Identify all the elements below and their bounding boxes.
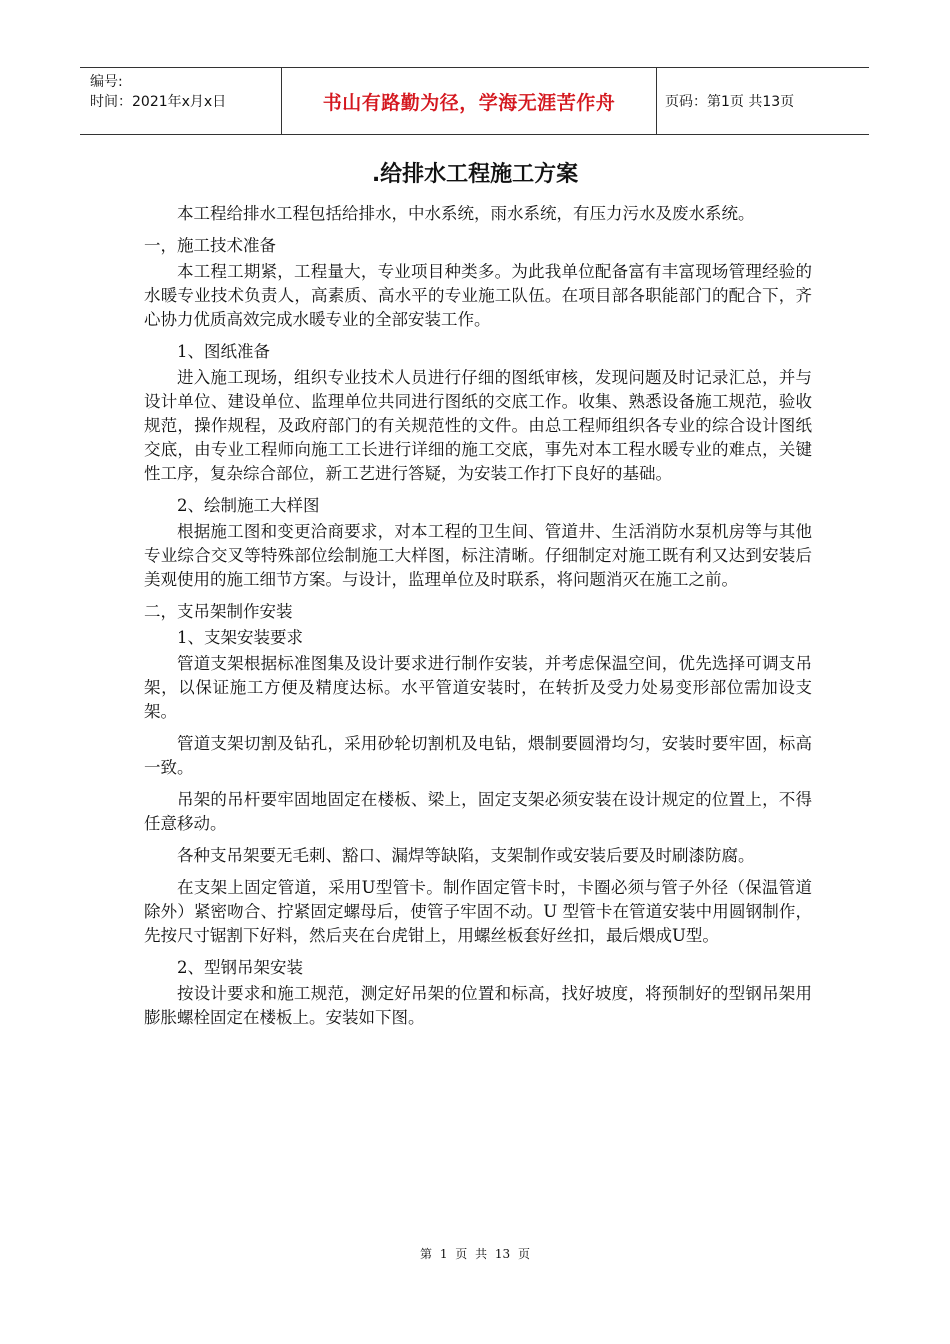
- body-paragraph: 管道支架切割及钻孔，采用砂轮切割机及电钻，煨制要圆滑均匀，安装时要牢固，标高一致。: [144, 734, 812, 777]
- page-footer: 第 1 页 共 13 页: [420, 1247, 530, 1261]
- subsection-heading-drawings: 1、图纸准备: [177, 342, 270, 361]
- header-motto: 书山有路勤为径，学海无涯苦作舟: [282, 68, 657, 134]
- page-header: [80, 67, 869, 135]
- document-date: 时间：2021年x月x日: [90, 94, 227, 110]
- section-heading-tech-prep: 一，施工技术准备: [144, 236, 276, 255]
- subsection-heading-support-requirements: 1、支架安装要求: [177, 628, 303, 647]
- body-paragraph: 管道支架根据标准图集及设计要求进行制作安装，并考虑保温空间，优先选择可调支吊架，以保证施工方便及精度达标。水平管道安装时，在转折及受力处易变形部位需加设支架。: [144, 654, 812, 721]
- document-body: [144, 202, 812, 1038]
- subsection-heading-steel-hangers: 2、型钢吊架安装: [177, 958, 303, 977]
- document-title: .给排水工程施工方案: [371, 162, 579, 187]
- section-heading-supports: 二，支吊架制作安装: [144, 602, 293, 621]
- intro-paragraph: 本工程给排水工程包括给排水，中水系统，雨水系统，有压力污水及废水系统。: [177, 204, 755, 223]
- body-paragraph: 进入施工现场，组织专业技术人员进行仔细的图纸审核，发现问题及时记录汇总，并与设计单位、建设单位、监理单位共同进行图纸的交底工作。收集、熟悉设备施工规范，验收规范，操作规程，及政府部门的有关规范性的文件。由总工程师组织各专业的综合设计图纸交底，由专业工程师向施工工长进行详细的施工交底，事先对本工程水暖专业的难点，关键性工序，复杂综合部位，新工艺进行答疑，为安装工作打下良好的基础。: [144, 368, 812, 483]
- subsection-heading-detail-drawings: 2、绘制施工大样图: [177, 496, 320, 515]
- header-page-info: 页码：第1页 共13页: [665, 94, 795, 110]
- document-number-label: 编号:: [90, 74, 123, 90]
- header-meta: [80, 68, 282, 134]
- body-paragraph: 本工程工期紧，工程量大，专业项目种类多。为此我单位配备富有丰富现场管理经验的水暖专业技术负责人，高素质、高水平的专业施工队伍。在项目部各职能部门的配合下，齐心协力优质高效完成水暖专业的全部安装工作。: [144, 262, 812, 329]
- body-paragraph: 各种支吊架要无毛刺、豁口、漏焊等缺陷，支架制作或安装后要及时刷漆防腐。: [177, 846, 755, 865]
- body-paragraph: 按设计要求和施工规范，测定好吊架的位置和标高，找好坡度，将预制好的型钢吊架用膨胀螺栓固定在楼板上。安装如下图。: [144, 984, 812, 1027]
- body-paragraph: 根据施工图和变更洽商要求，对本工程的卫生间、管道井、生活消防水泵机房等与其他专业综合交叉等特殊部位绘制施工大样图，标注清晰。仔细制定对施工既有利又达到安装后美观使用的施工细节方案。与设计，监理单位及时联系，将问题消灭在施工之前。: [144, 522, 812, 589]
- body-paragraph: 吊架的吊杆要牢固地固定在楼板、梁上，固定支架必须安装在设计规定的位置上，不得任意移动。: [144, 790, 812, 833]
- body-paragraph: 在支架上固定管道，采用U型管卡。制作固定管卡时，卡圈必须与管子外径（保温管道除外）紧密吻合、拧紧固定螺母后，使管子牢固不动。U 型管卡在管道安装中用圆钢制作，先按尺寸锯割下好料，然后夹在台虎钳上，用螺丝板套好丝扣，最后煨成U型。: [144, 878, 812, 945]
